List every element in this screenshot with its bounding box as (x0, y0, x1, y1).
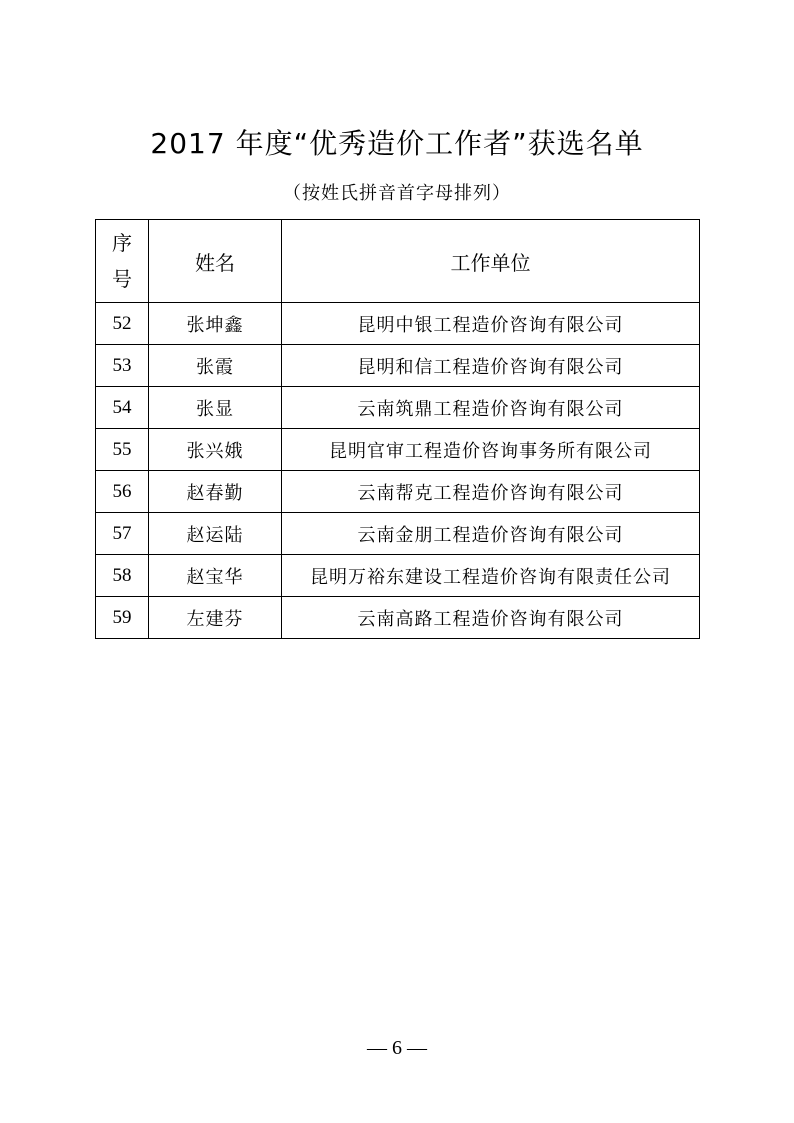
row-unit: 云南金朋工程造价咨询有限公司 (282, 513, 700, 555)
row-name: 赵春勤 (149, 471, 282, 513)
row-unit: 昆明官审工程造价咨询事务所有限公司 (282, 429, 700, 471)
row-unit: 昆明万裕东建设工程造价咨询有限责任公司 (282, 555, 700, 597)
table-row (96, 429, 700, 471)
row-unit: 云南高路工程造价咨询有限公司 (282, 597, 700, 639)
table-row (96, 345, 700, 387)
row-unit: 云南帮克工程造价咨询有限公司 (282, 471, 700, 513)
row-number: 54 (96, 387, 149, 429)
table-row (96, 471, 700, 513)
row-number: 53 (96, 345, 149, 387)
row-unit: 云南筑鼎工程造价咨询有限公司 (282, 387, 700, 429)
row-number: 58 (96, 555, 149, 597)
header-number (96, 220, 149, 303)
page-number: — 6 — (367, 1037, 427, 1059)
document-subtitle: （按姓氏拼音首字母排列） (283, 183, 511, 204)
row-name: 张坤鑫 (149, 303, 282, 345)
row-name: 赵运陆 (149, 513, 282, 555)
row-number: 57 (96, 513, 149, 555)
header-name: 姓名 (149, 220, 282, 303)
header-unit: 工作单位 (282, 220, 700, 303)
table-row (96, 513, 700, 555)
row-number: 52 (96, 303, 149, 345)
header-number-label: 序号 (112, 231, 132, 291)
row-number: 59 (96, 597, 149, 639)
row-number: 55 (96, 429, 149, 471)
table-row (96, 303, 700, 345)
table-header-row (96, 220, 700, 303)
row-unit: 昆明中银工程造价咨询有限公司 (282, 303, 700, 345)
roster-table (95, 219, 700, 639)
table-row (96, 387, 700, 429)
row-name: 张霞 (149, 345, 282, 387)
document-title: 2017 年度“优秀造价工作者”获选名单 (150, 127, 644, 160)
row-name: 张兴娥 (149, 429, 282, 471)
row-name: 赵宝华 (149, 555, 282, 597)
row-unit: 昆明和信工程造价咨询有限公司 (282, 345, 700, 387)
table-row (96, 597, 700, 639)
row-name: 张显 (149, 387, 282, 429)
table-row (96, 555, 700, 597)
row-number: 56 (96, 471, 149, 513)
row-name: 左建芬 (149, 597, 282, 639)
